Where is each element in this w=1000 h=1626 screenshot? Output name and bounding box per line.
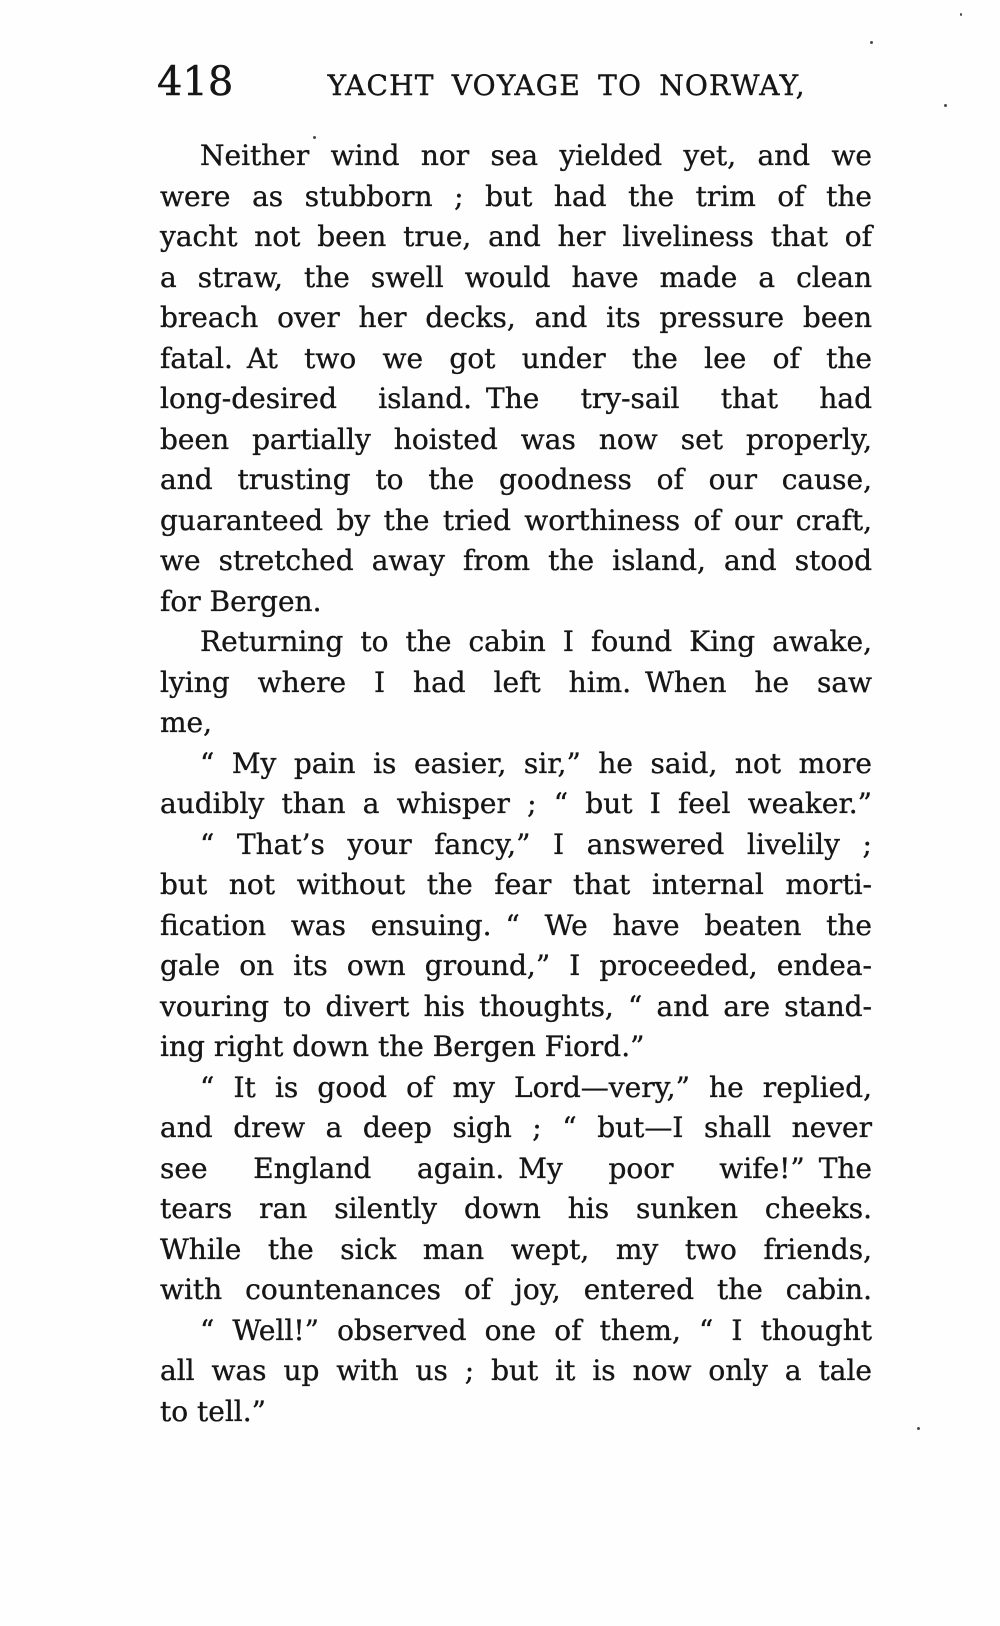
text-line: audibly than a whisper ; “ but I feel weaker.”	[160, 787, 872, 820]
text-line: we stretched away from the island, and stood	[160, 544, 872, 577]
text-line: long-desired island. The try-sail that had	[160, 382, 872, 415]
text-line: fication was ensuing. “ We have beaten the	[160, 908, 872, 942]
text-line: tears ran silently down his sunken cheeks.	[160, 1192, 872, 1225]
text-line: lying where I had left him. When he saw	[160, 665, 872, 699]
text-line: but not without the fear that internal morti-	[160, 868, 872, 901]
scan-speck	[944, 104, 947, 107]
page-text	[160, 136, 872, 1432]
text-line: “ My pain is easier, sir,” he said, not more	[200, 746, 872, 780]
text-line: “ Well!” observed one of them, “ I thought	[200, 1313, 872, 1347]
page-header	[157, 59, 872, 105]
text-line: guaranteed by the tried worthiness of our craft,	[160, 503, 872, 537]
text-line: Neither wind nor sea yielded yet, and we	[200, 139, 872, 172]
text-line: “ That’s your fancy,” I answered livelily ;	[200, 827, 872, 861]
text-line: vouring to divert his thoughts, “ and are stand-	[160, 989, 872, 1023]
text-line: been partially hoisted was now set properly,	[160, 422, 872, 456]
text-line: were as stubborn ; but had the trim of the	[160, 179, 872, 213]
text-line: gale on its own ground,” I proceeded, endea-	[160, 949, 872, 982]
text-line: and trusting to the goodness of our cause,	[160, 463, 872, 496]
text-line: me,	[160, 706, 213, 739]
scan-speck	[960, 13, 962, 16]
text-line: a straw, the swell would have made a clean	[160, 260, 872, 294]
text-line: “ It is good of my Lord—very,” he replied,	[200, 1070, 872, 1104]
scan-speck	[917, 1427, 920, 1430]
text-line: ing right down the Bergen Fiord.”	[160, 1030, 645, 1063]
text-line: all was up with us ; but it is now only a tale	[160, 1354, 872, 1387]
text-line: with countenances of joy, entered the cabin.	[160, 1273, 872, 1306]
text-line: yacht not been true, and her liveliness that of	[160, 220, 872, 253]
page-number: 418	[157, 59, 234, 105]
text-line: breach over her decks, and its pressure been	[160, 301, 872, 334]
scan-speck	[870, 41, 873, 44]
scan-speck	[313, 136, 316, 139]
text-line: to tell.”	[160, 1394, 266, 1428]
text-line: and drew a deep sigh ; “ but—I shall never	[160, 1111, 872, 1144]
text-line: fatal. At two we got under the lee of the	[160, 341, 872, 375]
running-title: YACHT VOYAGE TO NORWAY,	[327, 69, 806, 102]
text-line: Returning to the cabin I found King awake,	[200, 625, 872, 658]
text-line: for Bergen.	[160, 584, 322, 618]
text-line: see England again. My poor wife!” The	[160, 1151, 872, 1185]
text-line: While the sick man wept, my two friends,	[160, 1232, 872, 1266]
